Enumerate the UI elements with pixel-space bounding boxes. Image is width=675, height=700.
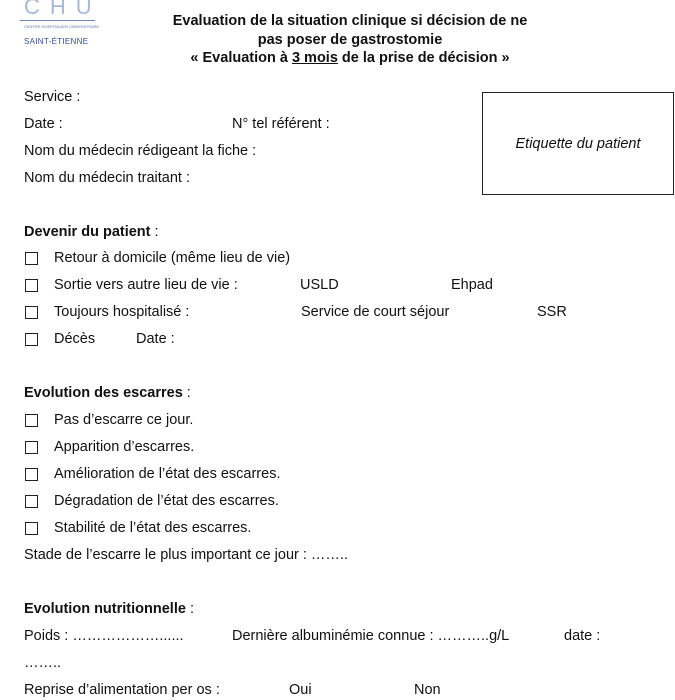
deces-date-label: Date : (136, 331, 175, 347)
poids-field: Poids : ………………...... (24, 628, 184, 644)
devenir-heading-colon: : (150, 224, 159, 240)
option-usld: USLD (300, 277, 339, 293)
escarres-heading-text: Evolution des escarres (24, 385, 183, 401)
tel-referent-label: N° tel référent : (232, 116, 330, 132)
option-non: Non (414, 682, 441, 698)
checkbox-retour-domicile[interactable] (25, 252, 38, 265)
option-ssr: SSR (537, 304, 567, 320)
checkbox-toujours-hospitalise[interactable] (25, 306, 38, 319)
option-apparition-escarres: Apparition d’escarres. (54, 439, 195, 455)
logo-letters: CHU (24, 0, 102, 19)
checkbox-deces[interactable] (25, 333, 38, 346)
checkbox-apparition-escarres[interactable] (25, 441, 38, 454)
option-ehpad: Ehpad (451, 277, 493, 293)
checkbox-amelioration-escarres[interactable] (25, 468, 38, 481)
title-line-3-underlined: 3 mois (291, 50, 338, 66)
nutrition-heading (24, 601, 194, 617)
option-retour-domicile: Retour à domicile (même lieu de vie) (54, 250, 291, 266)
option-amelioration-escarres: Amélioration de l’état des escarres. (54, 466, 281, 482)
title-line-3-pre: « Evaluation à (190, 50, 292, 66)
checkbox-degradation-escarres[interactable] (25, 495, 38, 508)
option-pas-escarre: Pas d’escarre ce jour. (54, 412, 194, 428)
option-oui: Oui (289, 682, 312, 698)
patient-label-box (482, 92, 674, 195)
option-degradation-escarres: Dégradation de l’état des escarres. (54, 493, 279, 509)
date-label: Date : (24, 116, 63, 132)
nutrition-heading-colon: : (185, 601, 194, 617)
title-line-3-post: de la prise de décision » (337, 50, 510, 66)
logo-rule (20, 20, 95, 21)
logo-subtitle: CENTRE HOSPITALIER UNIVERSITAIRE (24, 24, 100, 29)
medecin-traitant-label: Nom du médecin traitant : (24, 170, 191, 186)
option-stabilite-escarres: Stabilité de l’état des escarres. (54, 520, 252, 536)
albuminemie-date-dots: …….. (24, 655, 62, 671)
checkbox-stabilite-escarres[interactable] (25, 522, 38, 535)
albuminemie-field: Dernière albuminémie connue : ………..g/L (232, 628, 510, 644)
medecin-fiche-label: Nom du médecin rédigeant la fiche : (24, 143, 257, 159)
reprise-alimentation-label: Reprise d’alimentation per os : (24, 682, 220, 698)
checkbox-pas-escarre[interactable] (25, 414, 38, 427)
option-court-sejour: Service de court séjour (301, 304, 450, 320)
stade-escarre-label: Stade de l’escarre le plus important ce jour : …….. (24, 547, 348, 563)
option-toujours-hospitalise: Toujours hospitalisé : (54, 304, 190, 320)
devenir-heading (24, 224, 159, 240)
title-line-2: pas poser de gastrostomie (257, 32, 443, 48)
devenir-heading-text: Devenir du patient (24, 224, 151, 240)
logo-city: SAINT-ÉTIENNE (24, 37, 89, 46)
option-sortie-autre-lieu: Sortie vers autre lieu de vie : (54, 277, 238, 293)
nutrition-heading-text: Evolution nutritionnelle (24, 601, 186, 617)
escarres-heading (24, 385, 191, 401)
option-deces: Décès (54, 331, 96, 347)
albuminemie-date-label: date : (564, 628, 601, 644)
patient-label-text: Etiquette du patient (515, 135, 641, 152)
checkbox-sortie-autre-lieu[interactable] (25, 279, 38, 292)
service-label: Service : (24, 89, 81, 105)
escarres-heading-colon: : (182, 385, 191, 401)
title-line-1: Evaluation de la situation clinique si décision de ne (172, 13, 528, 29)
title-line-3 (140, 50, 560, 66)
chu-logo (20, 0, 100, 48)
